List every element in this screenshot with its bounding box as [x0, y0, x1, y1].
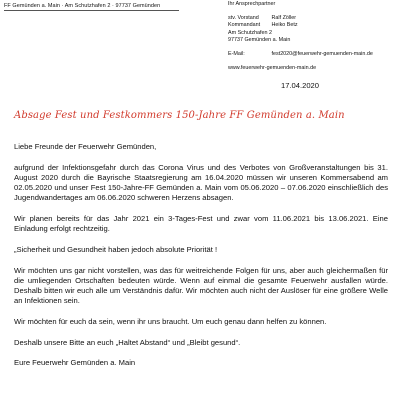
- contact-address-street: Am Schutzhafen 2: [228, 29, 273, 36]
- body-paragraph: aufgrund der Infektionsgefahr durch das Corona Virus und des Verbotes von Großveranstaltungen bis 31. August 2020 durch die Bayrische Staatsregierung am 16.04.2020 müssen wir unseren Kommersabend am 02.05.2020 und unser Fest 150-Jahre-FF Gemünden a. Main vom 05.06.2020 – 07.06.2020 einschließlich des Jugendwandertages am 06.06.2020 schweren Herzens absagen.: [14, 162, 388, 203]
- contact-address-city: 97737 Gemünden a. Main: [228, 37, 291, 44]
- contact-person: Heiko Betz: [271, 22, 298, 29]
- sender-divider: [4, 10, 179, 11]
- email-label: E-Mail:: [228, 50, 245, 57]
- sender-address-line: FF Gemünden a. Main · Am Schutzhafen 2 · 97737 Gemünden: [4, 3, 161, 9]
- contact-heading: Ihr Ansprechpartner: [228, 1, 276, 7]
- website-link[interactable]: www.feuerwehr-gemuenden-main.de: [228, 64, 317, 71]
- contact-person: Ralf Zöller: [271, 14, 297, 21]
- body-paragraph: Wir planen bereits für das Jahr 2021 ein 3-Tages-Fest und zwar vom 11.06.2021 bis 13.06.2021. Eine Einladung erfolgt rechtzeitig.: [14, 214, 388, 234]
- letter-date: 17.04.2020: [281, 81, 320, 90]
- contact-email-row: [228, 51, 373, 59]
- salutation: Liebe Freunde der Feuerwehr Gemünden,: [14, 142, 157, 151]
- body-paragraph: Deshalb unsere Bitte an euch „Haltet Abstand“ und „Bleibt gesund“.: [14, 337, 241, 347]
- letter-subject: Absage Fest und Festkommers 150-Jahre FF Gemünden a. Main: [14, 110, 345, 121]
- letter-body: [14, 142, 388, 369]
- contact-role: Kommandant: [228, 22, 261, 29]
- priority-statement: „Sicherheit und Gesundheit haben jedoch absolute Priorität !: [14, 244, 218, 254]
- body-paragraph: Wir möchten uns gar nicht vorstellen, was das für weitreichende Folgen für uns, aber auch gleichermaßen für die umliegenden Ortschaften bedeuten würde. Wenn auf einmal die gesamte Feuerwehr ausfallen würde. Deshalb bitten wir euch alle um Verständnis dafür. Wir möchten auch nicht der Auslöser für eine größere Welle an Infektionen sein.: [14, 265, 388, 306]
- closing: Eure Feuerwehr Gemünden a. Main: [14, 358, 136, 368]
- body-paragraph: Wir möchten für euch da sein, wenn ihr uns braucht. Um euch genau dann helfen zu können.: [14, 316, 327, 326]
- contact-block: [228, 1, 373, 72]
- contact-row: [228, 15, 373, 23]
- contact-row: [228, 22, 373, 30]
- email-link[interactable]: fest2020@feuerwehr-gemuenden-main.de: [271, 50, 373, 57]
- contact-role: stv. Vorstand: [228, 14, 259, 21]
